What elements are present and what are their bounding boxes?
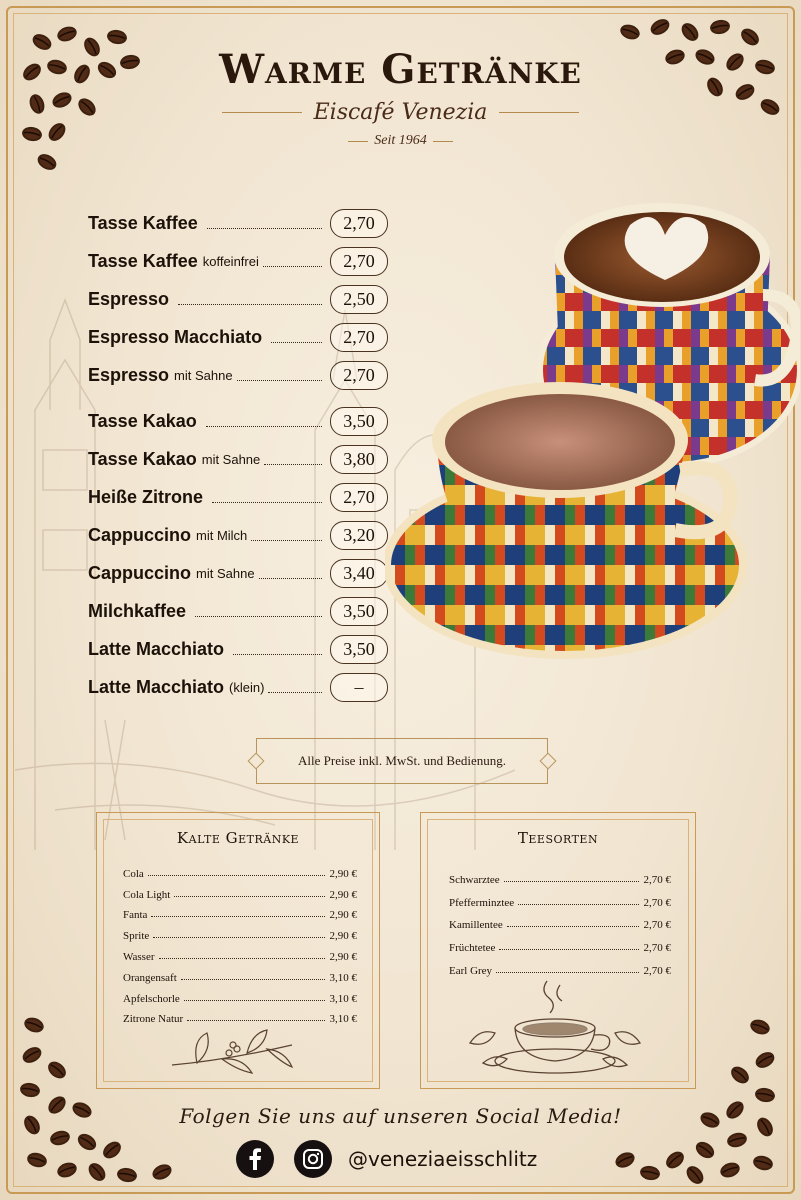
item-name: Schwarztee bbox=[449, 873, 500, 886]
dot-leader bbox=[184, 1000, 325, 1001]
tea-list bbox=[449, 863, 671, 977]
item-name: Kamillentee bbox=[449, 919, 503, 932]
dot-leader bbox=[207, 228, 322, 229]
list-item bbox=[123, 963, 357, 984]
item-name: Earl Grey bbox=[449, 964, 493, 977]
list-item bbox=[123, 901, 357, 922]
item-price: 3,50 bbox=[330, 407, 388, 436]
divider-right bbox=[499, 112, 579, 113]
dot-leader bbox=[504, 881, 639, 882]
tea-box bbox=[420, 812, 696, 1089]
item-name: Tasse Kaffee bbox=[88, 250, 198, 271]
item-price: 3,50 bbox=[330, 597, 388, 626]
item-price: 2,70 bbox=[330, 209, 388, 238]
item-name: Tasse Kakao bbox=[88, 410, 197, 431]
facebook-icon[interactable] bbox=[236, 1140, 274, 1178]
item-name: Zitrone Natur bbox=[123, 1013, 184, 1026]
item-note: koffeinfrei bbox=[202, 253, 259, 269]
item-note: mit Sahne bbox=[174, 367, 233, 383]
item-price: 2,90 € bbox=[329, 888, 357, 901]
list-item bbox=[449, 909, 671, 932]
item-price: – bbox=[330, 673, 388, 702]
menu-item bbox=[88, 554, 388, 592]
price-notice-text: Alle Preise inkl. MwSt. und Bedienung. bbox=[298, 753, 506, 768]
item-price: 3,10 € bbox=[329, 971, 357, 984]
cold-drinks-list bbox=[123, 859, 357, 1025]
cold-drinks-title: Kalte Getränke bbox=[176, 829, 300, 847]
item-price: 2,90 € bbox=[329, 930, 357, 943]
item-price: 3,80 bbox=[330, 445, 388, 474]
dot-leader bbox=[181, 979, 325, 980]
list-item bbox=[123, 984, 357, 1005]
item-name: Wasser bbox=[123, 950, 155, 963]
item-price: 3,40 bbox=[330, 559, 388, 588]
item-price: 2,70 € bbox=[643, 896, 671, 909]
list-item bbox=[449, 931, 671, 954]
item-price: 2,70 bbox=[330, 247, 388, 276]
item-price: 2,50 bbox=[330, 285, 388, 314]
item-price: 2,70 € bbox=[643, 942, 671, 955]
list-item bbox=[123, 942, 357, 963]
teacup-sketch bbox=[465, 973, 645, 1078]
item-note: mit Sahne bbox=[196, 565, 255, 581]
menu-item bbox=[88, 516, 388, 554]
dot-leader bbox=[187, 1020, 324, 1021]
item-price: 2,70 € bbox=[643, 919, 671, 932]
item-name: Latte Macchiato bbox=[88, 638, 225, 659]
dot-leader bbox=[212, 502, 322, 503]
dot-leader bbox=[518, 904, 638, 905]
dot-leader bbox=[178, 304, 322, 305]
item-price: 2,70 bbox=[330, 323, 388, 352]
item-price: 2,70 bbox=[330, 483, 388, 512]
menu-item bbox=[88, 242, 388, 280]
menu-item bbox=[88, 204, 388, 242]
hot-drinks-menu bbox=[88, 204, 388, 706]
tea-title: Teesorten bbox=[517, 829, 599, 847]
item-name: Früchtetee bbox=[449, 942, 496, 955]
menu-item bbox=[88, 402, 388, 440]
cold-drinks-box bbox=[96, 812, 380, 1089]
instagram-icon[interactable] bbox=[294, 1140, 332, 1178]
dot-leader bbox=[268, 692, 322, 693]
founded-year: Seit 1964 bbox=[374, 133, 427, 148]
item-price: 2,90 € bbox=[329, 950, 357, 963]
divider-right bbox=[433, 141, 453, 142]
list-item bbox=[449, 863, 671, 886]
divider-left bbox=[222, 112, 302, 113]
coffee-cups-illustration bbox=[385, 185, 800, 660]
menu-item bbox=[88, 280, 388, 318]
item-price: 3,10 € bbox=[329, 992, 357, 1005]
menu-item bbox=[88, 356, 388, 394]
price-notice bbox=[256, 738, 548, 784]
item-note: mit Sahne bbox=[201, 451, 261, 467]
subtitle-row bbox=[0, 100, 801, 125]
header bbox=[0, 48, 801, 149]
item-name: Sprite bbox=[123, 930, 150, 943]
dot-leader bbox=[233, 654, 322, 655]
dot-leader bbox=[151, 916, 324, 917]
item-name: Espresso bbox=[88, 364, 170, 385]
item-name: Tasse Kaffee bbox=[88, 212, 198, 233]
dot-leader bbox=[264, 464, 322, 465]
item-name: Milchkaffee bbox=[88, 600, 187, 621]
item-name: Orangensaft bbox=[123, 971, 177, 984]
dot-leader bbox=[271, 342, 322, 343]
dot-leader bbox=[507, 926, 639, 927]
dot-leader bbox=[259, 578, 322, 579]
list-item bbox=[123, 921, 357, 942]
social-handle[interactable]: @veneziaeisschlitz bbox=[348, 1147, 538, 1171]
item-price: 3,20 bbox=[330, 521, 388, 550]
since-row bbox=[0, 133, 801, 149]
item-price: 2,70 bbox=[330, 361, 388, 390]
dot-leader bbox=[148, 875, 325, 876]
divider-left bbox=[348, 141, 368, 142]
item-name: Espresso Macchiato bbox=[88, 326, 263, 347]
dot-leader bbox=[174, 896, 324, 897]
menu-item bbox=[88, 440, 388, 478]
dot-leader bbox=[237, 380, 322, 381]
item-note: (klein) bbox=[229, 679, 265, 695]
list-item bbox=[123, 1005, 357, 1026]
item-name: Apfelschorle bbox=[123, 992, 180, 1005]
item-price: 2,70 € bbox=[643, 873, 671, 886]
item-price: 2,90 € bbox=[329, 867, 357, 880]
dot-leader bbox=[263, 266, 322, 267]
social-row bbox=[236, 1140, 537, 1178]
item-name: Espresso bbox=[88, 288, 170, 309]
item-name: Cappuccino bbox=[88, 562, 192, 583]
item-name: Cola bbox=[123, 867, 144, 880]
item-name: Latte Macchiato bbox=[88, 676, 225, 697]
cafe-name: Eiscafé Venezia bbox=[313, 100, 488, 125]
list-item bbox=[123, 859, 357, 880]
dot-leader bbox=[159, 958, 325, 959]
menu-item bbox=[88, 318, 388, 356]
leaf-branch-sketch bbox=[167, 1025, 297, 1080]
menu-item bbox=[88, 668, 388, 706]
menu-item bbox=[88, 630, 388, 668]
item-name: Cola Light bbox=[123, 888, 171, 901]
item-price: 3,50 bbox=[330, 635, 388, 664]
item-name: Tasse Kakao bbox=[88, 448, 197, 469]
list-item bbox=[449, 886, 671, 909]
dot-leader bbox=[499, 949, 638, 950]
item-price: 2,90 € bbox=[329, 909, 357, 922]
dot-leader bbox=[206, 426, 322, 427]
list-item bbox=[123, 880, 357, 901]
menu-item bbox=[88, 478, 388, 516]
item-price: 2,70 € bbox=[643, 964, 671, 977]
item-price: 3,10 € bbox=[329, 1013, 357, 1026]
item-name: Fanta bbox=[123, 909, 148, 922]
item-note: mit Milch bbox=[196, 527, 248, 543]
dot-leader bbox=[251, 540, 322, 541]
item-name: Cappuccino bbox=[88, 524, 192, 545]
social-media-callout: Folgen Sie uns auf unseren Social Media! bbox=[179, 1104, 622, 1128]
item-name: Pfefferminztee bbox=[449, 896, 515, 909]
item-name: Heiße Zitrone bbox=[88, 486, 204, 507]
menu-item bbox=[88, 592, 388, 630]
dot-leader bbox=[195, 616, 322, 617]
dot-leader bbox=[153, 937, 324, 938]
page-title: Warme Getränke bbox=[219, 46, 582, 93]
